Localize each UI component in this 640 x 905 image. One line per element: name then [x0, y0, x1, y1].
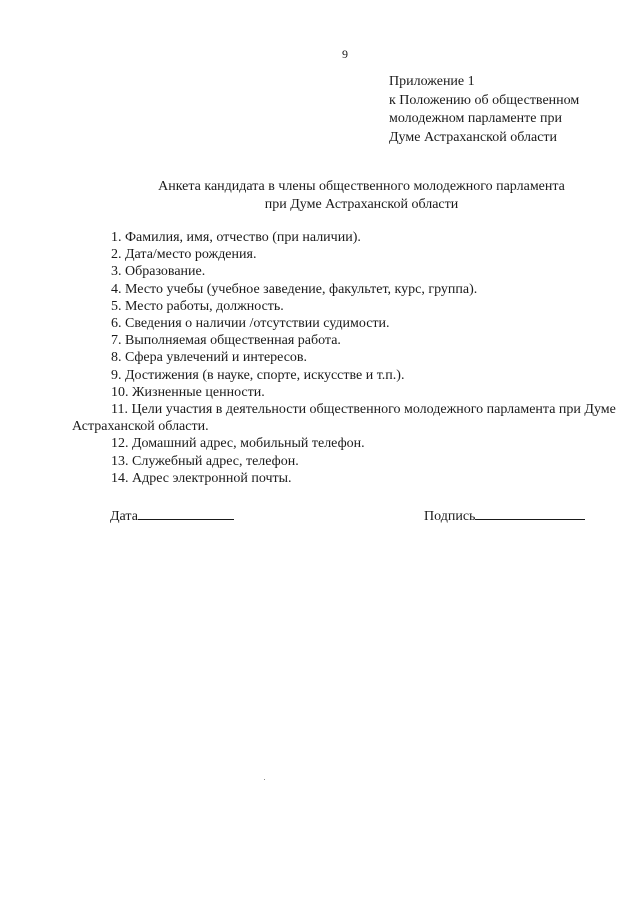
signature-blank-line	[475, 507, 585, 520]
questionnaire-item: 4. Место учебы (учебное заведение, факультет, курс, группа).	[111, 281, 478, 297]
page-number: 9	[342, 47, 348, 61]
questionnaire-item: 12. Домашний адрес, мобильный телефон.	[111, 436, 365, 452]
scan-speck	[264, 779, 265, 780]
questionnaire-item: 5. Место работы, должность.	[111, 298, 284, 314]
questionnaire-item: 8. Сфера увлечений и интересов.	[111, 350, 308, 366]
questionnaire-item: 2. Дата/место рождения.	[111, 247, 257, 263]
date-field	[110, 507, 234, 525]
questionnaire-item: 6. Сведения о наличии /отсутствии судимости.	[111, 316, 390, 332]
questionnaire-item: 13. Служебный адрес, телефон.	[111, 453, 299, 469]
questionnaire-items	[72, 229, 617, 487]
questionnaire-item: 7. Выполняемая общественная работа.	[111, 333, 341, 349]
questionnaire-item: 3. Образование.	[111, 264, 206, 280]
signature-field	[424, 507, 585, 525]
questionnaire-item: 14. Адрес электронной почты.	[111, 470, 292, 486]
form-title-line: Анкета кандидата в члены общественного молодежного парламента	[158, 179, 565, 194]
form-title-line: при Думе Астраханской области	[264, 197, 459, 212]
questionnaire-item: 1. Фамилия, имя, отчество (при наличии).	[111, 230, 361, 245]
questionnaire-item: 9. Достижения (в науке, спорте, искусстве и т.п.).	[111, 367, 405, 383]
appendix-line: молодежном парламенте при	[389, 111, 562, 126]
appendix-line: к Положению об общественном	[389, 92, 580, 108]
date-label: Дата	[110, 509, 138, 524]
appendix-line: Думе Астраханской области	[389, 129, 558, 145]
questionnaire-item: 10. Жизненные ценности.	[111, 384, 265, 400]
date-blank-line	[138, 507, 234, 520]
questionnaire-item: 11. Цели участия в деятельности общественного молодежного парламента при Думе Астраханской области.	[72, 402, 616, 435]
appendix-line: Приложение 1	[389, 74, 475, 89]
form-title	[0, 178, 640, 214]
signature-label: Подпись	[424, 509, 476, 524]
signature-block	[110, 507, 590, 527]
appendix-reference	[389, 73, 579, 147]
